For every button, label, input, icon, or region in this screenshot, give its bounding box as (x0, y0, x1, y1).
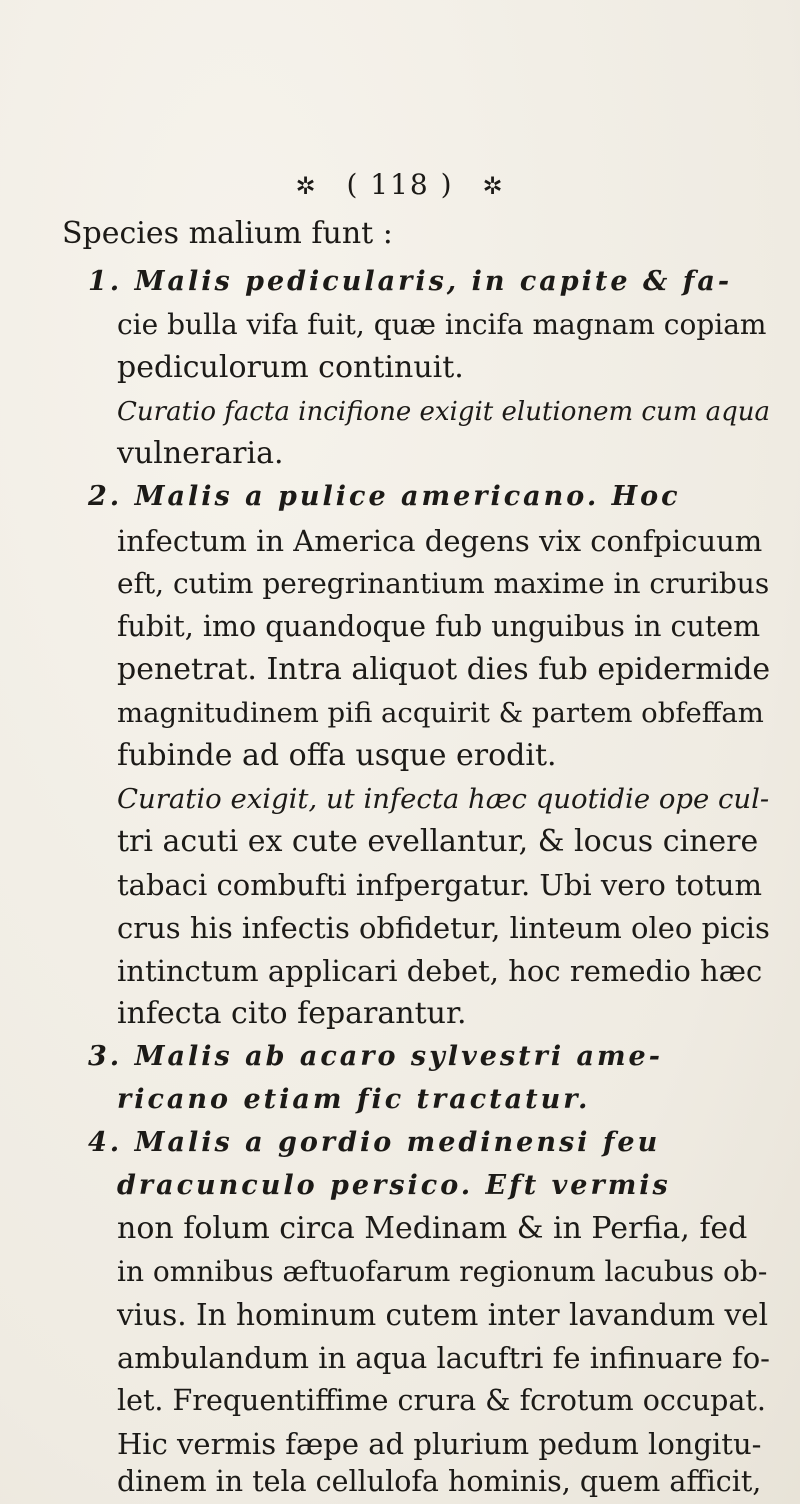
ornament-left-icon: ✲ (295, 172, 318, 200)
text-line: intinctum applicari debet, hoc remedio hæc (117, 954, 763, 988)
text-line: cie bulla vifa fuit, quæ incifa magnam copiam (117, 308, 767, 341)
text-line: ricano etiam fic tractatur. (117, 1084, 591, 1115)
text-line: ambulandum in aqua lacuftri fe infinuare fo- (117, 1341, 770, 1375)
ornament-right-icon: ✲ (482, 172, 505, 200)
text-line: fubit, imo quandoque fub unguibus in cutem (117, 610, 761, 643)
text-line: crus his infectis obfidetur, linteum oleo picis (117, 911, 770, 945)
text-line: 3. Malis ab acaro sylvestri ame- (88, 1041, 663, 1072)
text-line: magnitudinem pifi acquirit & partem obfeffam (117, 697, 764, 729)
text-line: dracunculo persico. Eft vermis (117, 1170, 671, 1201)
text-line: Species malium funt : (62, 216, 393, 251)
text-line: 2. Malis a pulice americano. Hoc (88, 481, 681, 512)
text-line: penetrat. Intra aliquot dies fub epidermide (117, 652, 771, 687)
text-line: Curatio facta incifione exigit elutionem cum aqua (117, 397, 771, 427)
text-line: Curatio exigit, ut infecta hæc quotidie ope cul- (117, 783, 770, 815)
text-line: 1. Malis pedicularis, in capite & fa- (88, 266, 733, 297)
page-header (0, 168, 800, 201)
text-line: Hic vermis fæpe ad plurium pedum longitu- (117, 1427, 762, 1461)
text-line: infecta cito feparantur. (117, 996, 467, 1031)
text-line: in omnibus æftuofarum regionum lacubus ob- (117, 1255, 768, 1288)
text-line: 4. Malis a gordio medinensi feu (88, 1127, 661, 1158)
text-line: eft, cutim peregrinantium maxime in cruribus (117, 567, 770, 600)
text-line: tabaci combufti infpergatur. Ubi vero totum (117, 868, 762, 902)
text-line: pediculorum continuit. (117, 350, 464, 385)
text-line: dinem in tela cellulofa hominis, quem afficit, (117, 1465, 762, 1498)
text-line: non folum circa Medinam & in Perfia, fed (117, 1211, 748, 1246)
page-number: ( 118 ) (346, 168, 454, 201)
text-line: vulneraria. (117, 436, 284, 471)
text-line: vius. In hominum cutem inter lavandum vel (117, 1298, 769, 1332)
text-line: fubinde ad offa usque erodit. (117, 738, 557, 773)
text-line: let. Frequentiffime crura & fcrotum occupat. (117, 1384, 766, 1417)
text-line: tri acuti ex cute evellantur, & locus cinere (117, 824, 759, 859)
text-line: infectum in America degens vix confpicuum (117, 524, 763, 558)
